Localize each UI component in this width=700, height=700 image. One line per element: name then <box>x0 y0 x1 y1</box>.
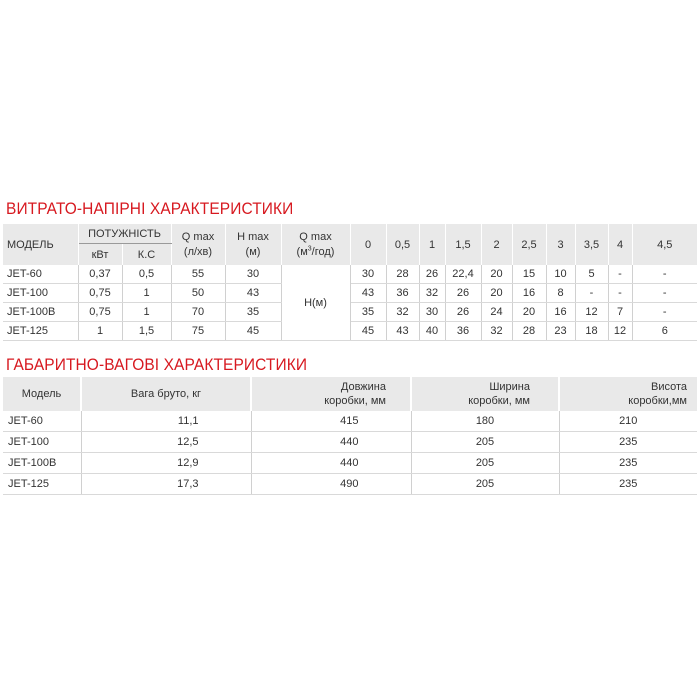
header-q-flow: Q max $(м^3/год)$ <box>281 224 350 265</box>
cell-height: 235 <box>559 432 697 453</box>
cell-kw: 0,37 <box>78 265 122 284</box>
cell-head: 23 <box>546 322 575 341</box>
performance-table <box>3 224 697 341</box>
header-flow-0-5: 0,5 <box>386 224 419 265</box>
header-flow-0: 0 <box>350 224 386 265</box>
cell-head: 10 <box>546 265 575 284</box>
cell-head: 30 <box>350 265 386 284</box>
table-row <box>3 322 697 341</box>
cell-hmax: 35 <box>225 303 281 322</box>
cell-head: 30 <box>419 303 445 322</box>
cell-head: - <box>608 265 632 284</box>
cell-head: 40 <box>419 322 445 341</box>
cell-weight: 12,5 <box>81 432 251 453</box>
cell-head: 43 <box>350 284 386 303</box>
cell-head: - <box>632 284 697 303</box>
cell-head: 26 <box>419 265 445 284</box>
header-flow-1-5: 1,5 <box>445 224 481 265</box>
cell-head: 26 <box>445 303 481 322</box>
cell-kw: 0,75 <box>78 303 122 322</box>
header-flow-4-5: 4,5 <box>632 224 697 265</box>
header-length: Довжина коробки, мм <box>251 377 411 411</box>
cell-weight: 17,3 <box>81 474 251 495</box>
cell-head: 36 <box>386 284 419 303</box>
cell-model: JET-125 <box>3 474 81 495</box>
cell-head: 35 <box>350 303 386 322</box>
cell-head: 20 <box>481 265 512 284</box>
header-flow-2-5: 2,5 <box>512 224 546 265</box>
header-width: Ширина коробки, мм <box>411 377 559 411</box>
cell-weight: 11,1 <box>81 411 251 432</box>
cell-head: 43 <box>386 322 419 341</box>
cell-head: 7 <box>608 303 632 322</box>
cell-head: 15 <box>512 265 546 284</box>
cell-model: JET-125 <box>3 322 78 341</box>
cell-head: 20 <box>481 284 512 303</box>
table-row <box>3 432 697 453</box>
header-flow-2: 2 <box>481 224 512 265</box>
cell-length: 440 <box>251 432 411 453</box>
cell-head: 12 <box>608 322 632 341</box>
cell-qmax: 55 <box>171 265 225 284</box>
cell-head: 36 <box>445 322 481 341</box>
dimensions-table <box>3 377 697 495</box>
cell-width: 180 <box>411 411 559 432</box>
cell-head: 5 <box>575 265 608 284</box>
cell-qmax: 70 <box>171 303 225 322</box>
header-flow-3: 3 <box>546 224 575 265</box>
cell-kw: 0,75 <box>78 284 122 303</box>
cell-head: 32 <box>386 303 419 322</box>
cell-hp: 0,5 <box>122 265 171 284</box>
cell-hmax: 30 <box>225 265 281 284</box>
cell-width: 205 <box>411 474 559 495</box>
table-row <box>3 411 697 432</box>
cell-head: 28 <box>386 265 419 284</box>
cell-head: 16 <box>512 284 546 303</box>
header-weight: Вага бруто, кг <box>81 377 251 411</box>
header-model: МОДЕЛЬ <box>3 224 78 265</box>
cell-head: 8 <box>546 284 575 303</box>
cell-height: 235 <box>559 453 697 474</box>
cell-head: 28 <box>512 322 546 341</box>
cell-height: 210 <box>559 411 697 432</box>
cell-head: 12 <box>575 303 608 322</box>
header-power: ПОТУЖНІСТЬ <box>78 224 171 244</box>
cell-model: JET-100 <box>3 432 81 453</box>
cell-length: 490 <box>251 474 411 495</box>
h-label: H(м) <box>281 265 350 341</box>
table-row <box>3 265 697 284</box>
cell-weight: 12,9 <box>81 453 251 474</box>
header-flow-3-5: 3,5 <box>575 224 608 265</box>
header-height: Висота коробки,мм <box>559 377 697 411</box>
table-row <box>3 284 697 303</box>
cell-head: - <box>608 284 632 303</box>
cell-head: 22,4 <box>445 265 481 284</box>
cell-hp: 1 <box>122 284 171 303</box>
header-hp: К.С <box>122 244 171 266</box>
table-row <box>3 453 697 474</box>
cell-hp: 1 <box>122 303 171 322</box>
cell-head: 20 <box>512 303 546 322</box>
cell-height: 235 <box>559 474 697 495</box>
cell-head: 6 <box>632 322 697 341</box>
cell-model: JET-60 <box>3 411 81 432</box>
header-model: Модель <box>3 377 81 411</box>
cell-head: 16 <box>546 303 575 322</box>
header-flow-1: 1 <box>419 224 445 265</box>
cell-head: 32 <box>481 322 512 341</box>
cell-head: - <box>632 265 697 284</box>
cell-head: - <box>632 303 697 322</box>
cell-head: 32 <box>419 284 445 303</box>
header-flow-4: 4 <box>608 224 632 265</box>
cell-head: 24 <box>481 303 512 322</box>
cell-length: 440 <box>251 453 411 474</box>
cell-model: JET-100B <box>3 303 78 322</box>
cell-width: 205 <box>411 453 559 474</box>
header-qmax: Q max (л/хв) <box>171 224 225 265</box>
table-row <box>3 303 697 322</box>
cell-kw: 1 <box>78 322 122 341</box>
dimensions-section-title: ГАБАРИТНО-ВАГОВІ ХАРАКТЕРИСТИКИ <box>6 356 308 375</box>
header-kw: кВт <box>78 244 122 266</box>
header-hmax: H max (м) <box>225 224 281 265</box>
cell-hmax: 43 <box>225 284 281 303</box>
cell-hp: 1,5 <box>122 322 171 341</box>
cell-head: 45 <box>350 322 386 341</box>
cell-qmax: 50 <box>171 284 225 303</box>
cell-head: 18 <box>575 322 608 341</box>
cell-length: 415 <box>251 411 411 432</box>
cell-model: JET-60 <box>3 265 78 284</box>
table-row <box>3 474 697 495</box>
cell-head: - <box>575 284 608 303</box>
cell-qmax: 75 <box>171 322 225 341</box>
cell-model: JET-100 <box>3 284 78 303</box>
cell-width: 205 <box>411 432 559 453</box>
cell-model: JET-100B <box>3 453 81 474</box>
performance-section-title: ВИТРАТО-НАПІРНІ ХАРАКТЕРИСТИКИ <box>6 200 294 219</box>
cell-hmax: 45 <box>225 322 281 341</box>
cell-head: 26 <box>445 284 481 303</box>
